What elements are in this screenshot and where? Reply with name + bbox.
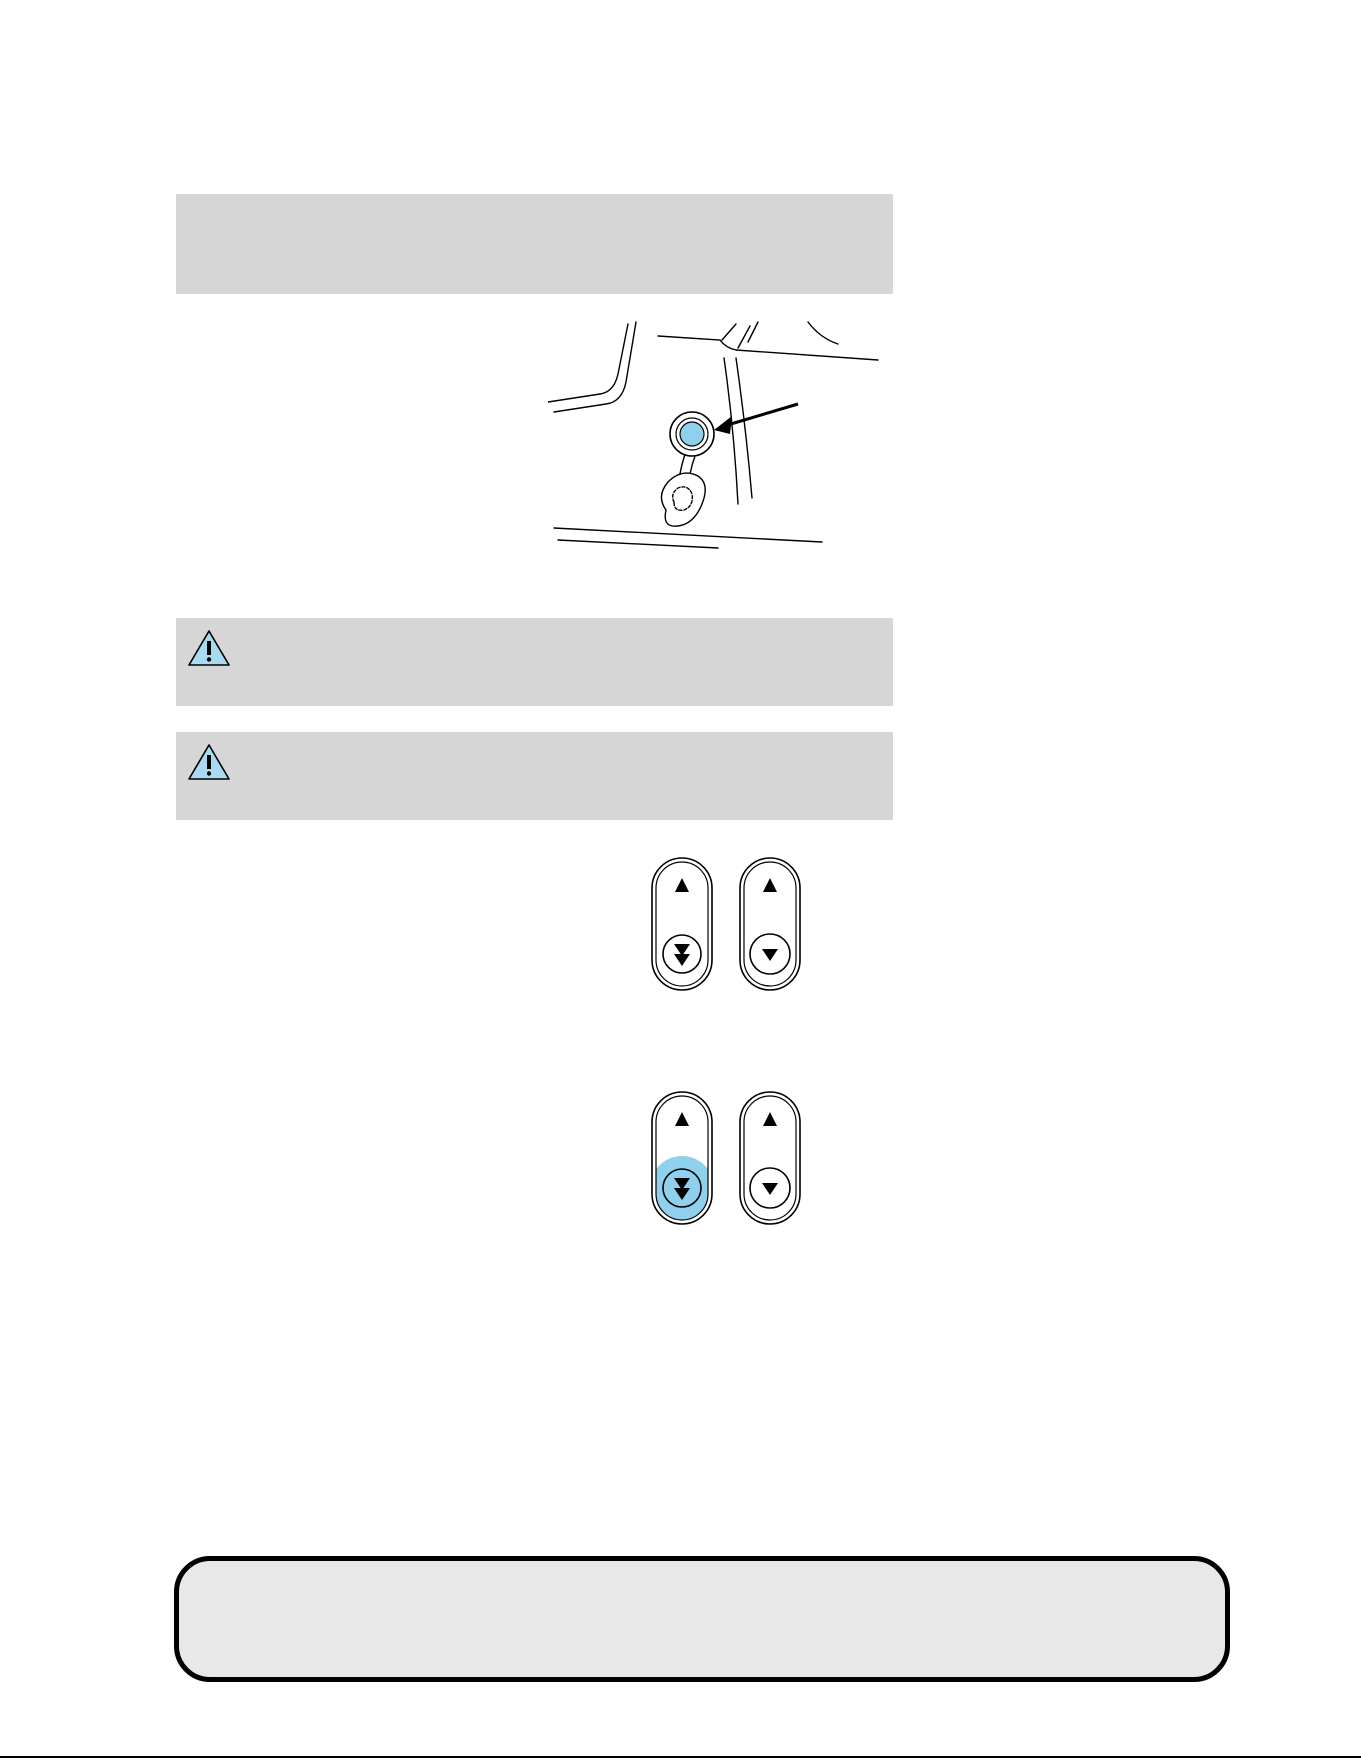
cap-shape [661,473,705,526]
driver-window-switch [652,858,712,990]
section-header-band [176,194,893,294]
trim-edge-top [658,336,878,360]
trim-outline-left [548,324,628,402]
warning-box-1 [176,618,893,706]
warning-triangle-icon [186,742,232,782]
callout-arrow-head [714,416,732,434]
highlighted-control-button [680,422,704,446]
warning-triangle-icon [186,628,232,668]
passenger-window-switch [740,1092,800,1224]
floor-line-2 [558,540,718,548]
window-switches-diagram [646,854,806,994]
callout-arrow-line [724,404,798,426]
bottom-rule [0,1756,1361,1758]
passenger-window-switch [740,858,800,990]
driver-window-switch-highlighted [650,1092,714,1224]
floor-line-1 [554,528,822,542]
window-switches-one-touch-diagram [646,1088,806,1228]
footer-box [174,1556,1230,1682]
warning-box-2 [176,732,893,820]
control-location-illustration [548,318,888,558]
